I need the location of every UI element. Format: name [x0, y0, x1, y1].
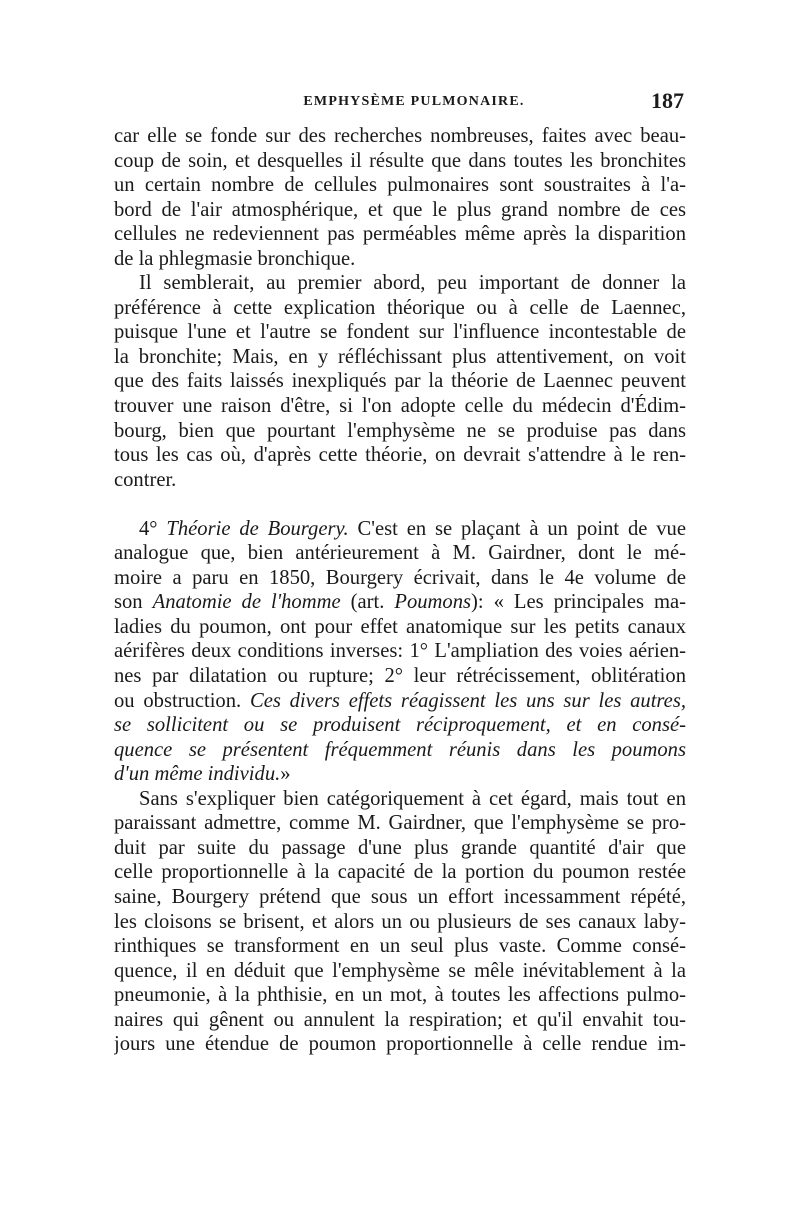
text-line: la bronchite; Mais, en y réfléchissant plus attentivement, on voit	[114, 345, 686, 368]
text-line: un certain nombre de cellules pulmonaires sont soustraites à l'a-	[114, 174, 686, 197]
text-line: son Anatomie de l'homme (art. Poumons): « Les principales ma-	[114, 591, 686, 614]
text-line: trouver une raison d'être, si l'on adopte celle du médecin d'Édim-	[114, 395, 686, 418]
text-line: bourg, bien que pourtant l'emphysème ne se produise pas dans	[114, 419, 686, 442]
section-title: Théorie de Bourgery.	[166, 517, 349, 540]
text-line: coup de soin, et desquelles il résulte que dans toutes les bronchites	[114, 149, 686, 172]
text-line: contrer.	[114, 468, 177, 491]
text-line: Il semblerait, au premier abord, peu important de donner la	[139, 272, 686, 295]
text-line: les cloisons se brisent, et alors un ou plusieurs de ses canaux laby-	[114, 910, 686, 933]
text-line: naires qui gênent ou annulent la respiration; et qu'il envahit tou-	[114, 1008, 686, 1031]
text-line: rinthiques se transforment en un seul plus vaste. Comme consé-	[114, 935, 686, 958]
text-line: cellules ne redeviennent pas perméables même après la disparition	[114, 223, 686, 246]
text-line: duit par suite du passage d'une plus grande quantité d'air que	[114, 836, 686, 859]
running-title: EMPHYSÈME PULMONAIRE.	[303, 94, 525, 109]
book-title: Anatomie de l'homme	[152, 591, 341, 614]
text-line	[114, 738, 686, 763]
text-line: aérifères deux conditions inverses: 1° L'ampliation des voies aérien-	[114, 640, 686, 663]
closing-quote: »	[280, 763, 291, 786]
text-line: tous les cas où, d'après cette théorie, on devrait s'attendre à le ren-	[114, 444, 686, 467]
text-line: préférence à cette explication théorique ou à celle de Laennec,	[114, 296, 686, 319]
text-line: jours une étendue de poumon proportionnelle à celle rendue im-	[114, 1033, 686, 1056]
text-line: analogue que, bien antérieurement à M. Gairdner, dont le mé-	[114, 542, 686, 565]
text-line: car elle se fonde sur des recherches nombreuses, faites avec beau-	[114, 125, 686, 147]
text-line: de la phlegmasie bronchique.	[114, 247, 356, 270]
text-line: ladies du poumon, ont pour effet anatomique sur les petits canaux	[114, 615, 686, 638]
book-page	[114, 88, 686, 1057]
text-line: Sans s'expliquer bien catégoriquement à cet égard, mais tout en	[139, 787, 686, 810]
text-line: quence, il en déduit que l'emphysème se mêle inévitablement à la	[114, 959, 686, 982]
body-text	[114, 124, 686, 1057]
text-line: bord de l'air atmosphérique, et que le plus grand nombre de ces	[114, 198, 686, 221]
text-line	[114, 762, 686, 787]
text-line: nes par dilatation ou rupture; 2° leur rétrécissement, oblitération	[114, 665, 686, 688]
quote-italic: d'un même individu.	[114, 763, 281, 786]
quote-italic: se sollicitent ou se produisent réciproquement, et en consé-	[114, 714, 686, 737]
text-line: ou obstruction. Ces divers effets réagissent les uns sur les autres,	[114, 689, 686, 712]
text-line: paraissant admettre, comme M. Gairdner, que l'emphysème se pro-	[114, 812, 686, 835]
text-line: que des faits laissés inexpliqués par la théorie de Laennec peuvent	[114, 370, 686, 393]
text-line: celle proportionnelle à la capacité de la portion du poumon restée	[114, 861, 686, 884]
quote-italic: quence se présentent fréquemment réunis dans les poumons	[114, 738, 686, 761]
section-number: 4°	[139, 517, 158, 540]
page-header	[114, 88, 686, 122]
text-line: moire a paru en 1850, Bourgery écrivait, dans le 4e volume de	[114, 566, 686, 589]
text-line	[114, 713, 686, 738]
article-title: Poumons	[394, 591, 472, 614]
section-heading-text: C'est en se plaçant à un point de vue	[357, 517, 686, 540]
paragraph-gap	[114, 492, 686, 517]
text-line: pneumonie, à la phthisie, en un mot, à toutes les affections pulmo-	[114, 984, 686, 1007]
page-number: 187	[651, 88, 684, 113]
section-heading-line	[114, 517, 686, 542]
text-line: puisque l'une et l'autre se fondent sur l'influence incontestable de	[114, 321, 686, 344]
quote-italic: Ces divers effets réagissent les uns sur les autres,	[249, 689, 686, 712]
text-line: saine, Bourgery prétend que sous un effort incessamment répété,	[114, 885, 686, 908]
